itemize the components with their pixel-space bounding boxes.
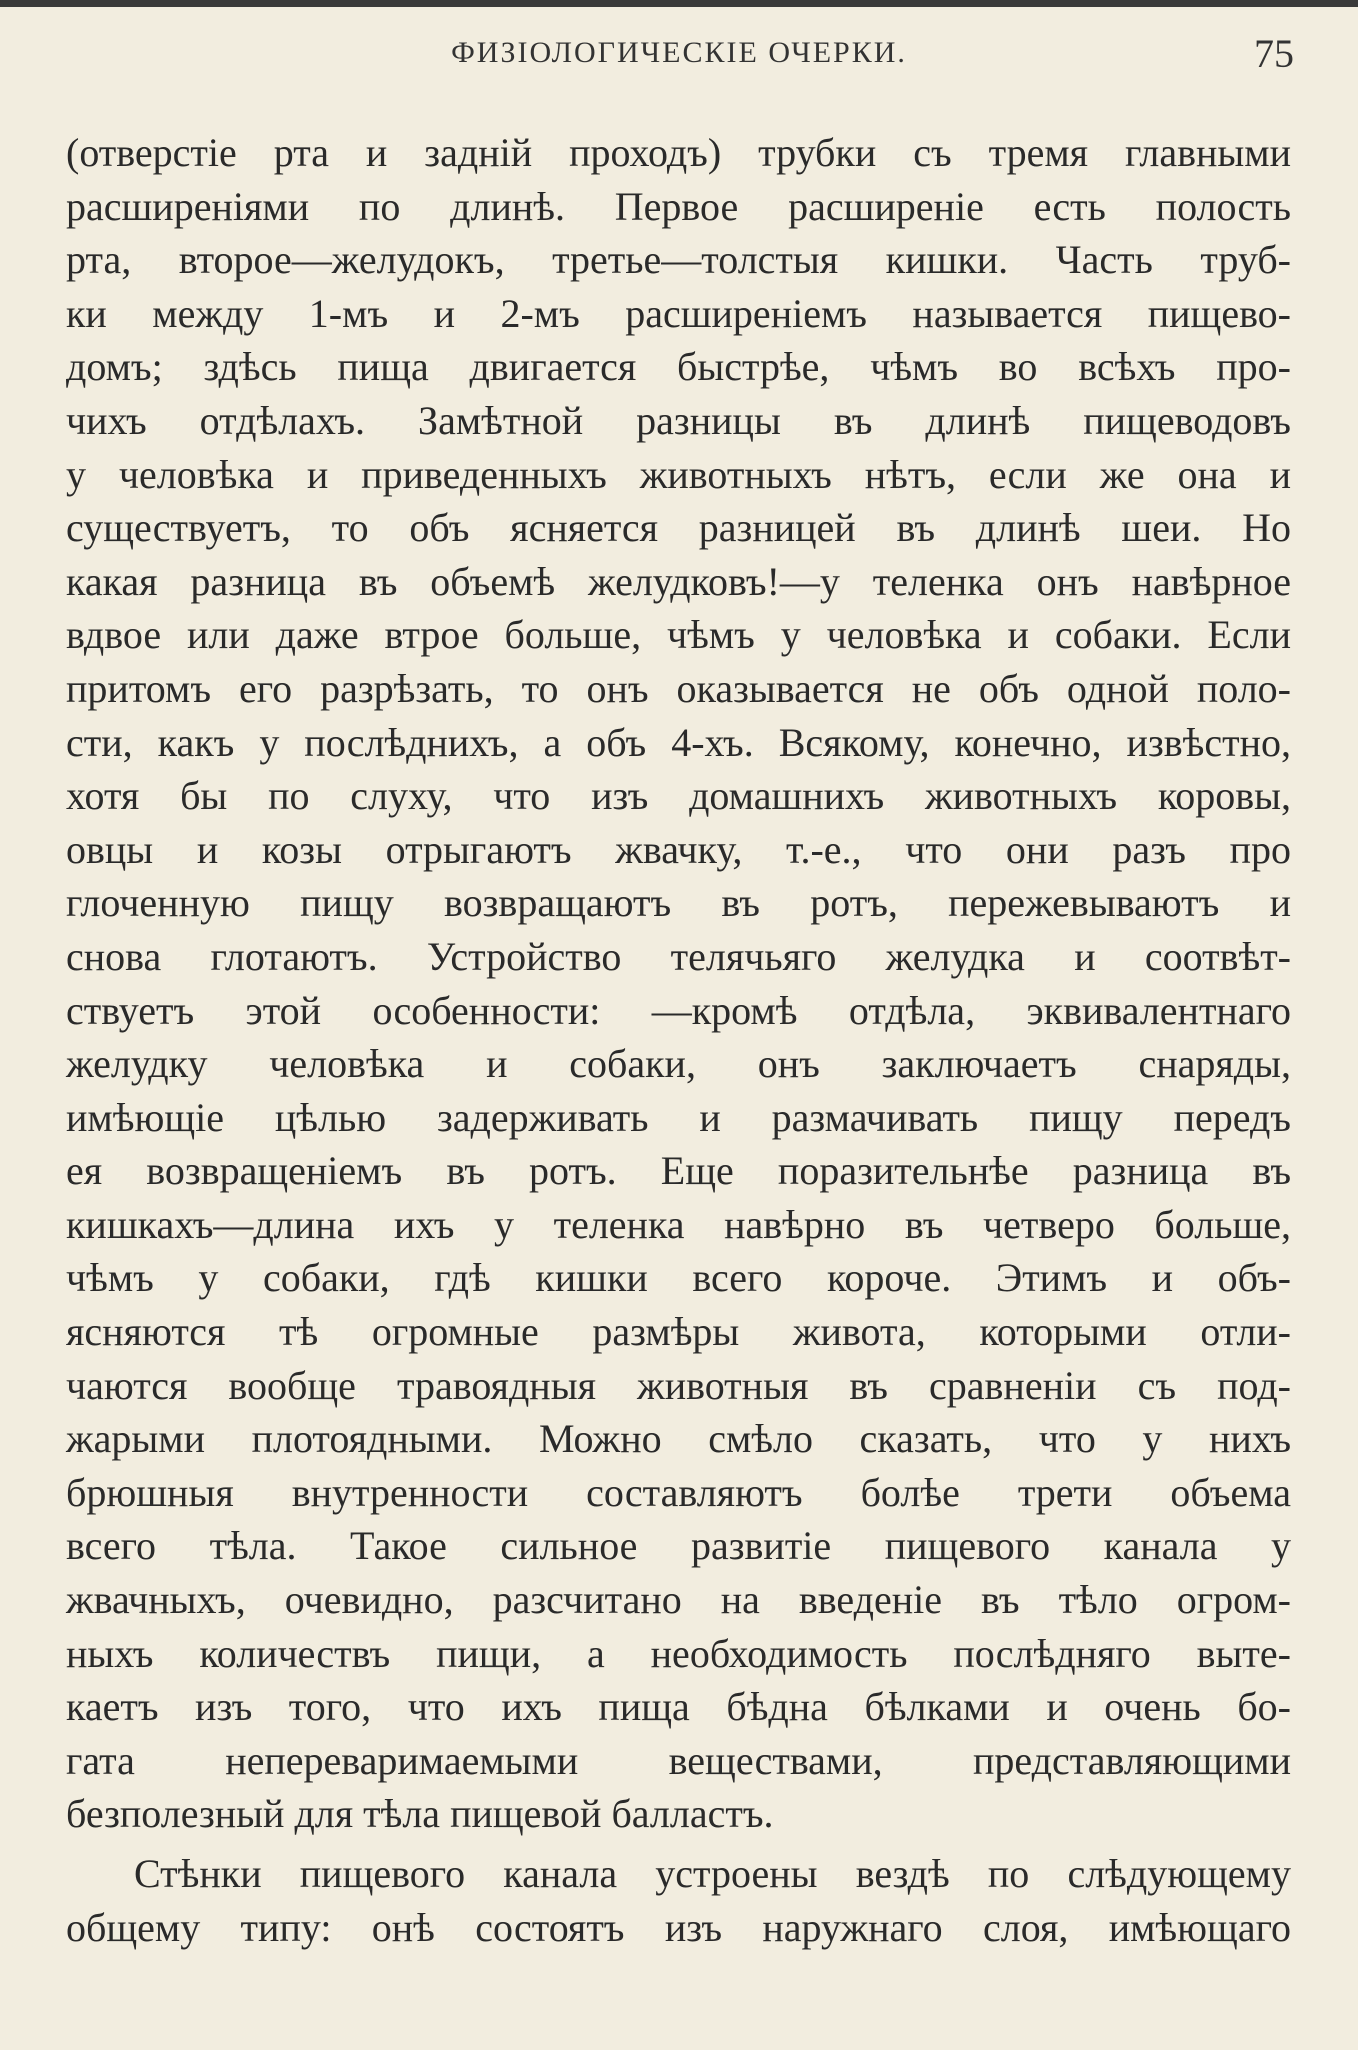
text-line: жвачныхъ, очевидно, разсчитано на введеніе въ тѣло огром- (66, 1577, 1291, 1623)
text-line: ствуетъ этой особенности: —кромѣ отдѣла, эквивалентнаго (66, 987, 1291, 1033)
text-line: (отверстіе рта и задній проходъ) трубки съ тремя главными (66, 130, 1291, 175)
text-line: жарыми плотоядными. Можно смѣло сказать, что у нихъ (66, 1416, 1291, 1462)
text-line: ки между 1-мъ и 2-мъ расширеніемъ называется пищево- (66, 290, 1291, 336)
text-line: глоченную пищу возвращаютъ въ ротъ, пережевываютъ и (66, 880, 1291, 926)
text-line: желудку человѣка и собаки, онъ заключаетъ снаряды, (66, 1041, 1291, 1087)
text-line: домъ; здѣсь пища двигается быстрѣе, чѣмъ во всѣхъ про- (66, 344, 1291, 390)
text-line: существуетъ, то объ ясняется разницей въ длинѣ шеи. Но (66, 505, 1291, 551)
text-line: ея возвращеніемъ въ ротъ. Еще поразительнѣе разница въ (66, 1148, 1291, 1194)
text-line: сти, какъ у послѣднихъ, а объ 4-хъ. Всякому, конечно, извѣстно, (66, 719, 1291, 765)
text-line: снова глотаютъ. Устройство телячьяго желудка и соотвѣт- (66, 933, 1291, 979)
text-line: гата непереваримаемыми веществами, представляющими (66, 1737, 1291, 1783)
text-line: чѣмъ у собаки, гдѣ кишки всего короче. Этимъ и объ- (66, 1255, 1291, 1301)
text-line: рта, второе—желудокъ, третье—толстыя кишки. Часть труб- (66, 237, 1291, 283)
text-line: кишкахъ—длина ихъ у теленка навѣрно въ четверо больше, (66, 1201, 1291, 1247)
text-line: овцы и козы отрыгаютъ жвачку, т.-е., что они разъ про (66, 826, 1291, 872)
text-line: ясняются тѣ огромные размѣры живота, которыми отли- (66, 1309, 1291, 1355)
page-header (0, 30, 1358, 80)
text-line: притомъ его разрѣзать, то онъ оказывается не объ одной поло- (66, 665, 1291, 711)
paragraph-1 (66, 126, 1291, 1841)
text-line: имѣющіе цѣлью задерживать и размачивать пищу передъ (66, 1094, 1291, 1140)
running-title: ФИЗІОЛОГИЧЕСКІЕ ОЧЕРКИ. (451, 36, 907, 69)
top-rule (0, 0, 1358, 7)
page-number: 75 (1254, 31, 1294, 76)
text-line: брюшныя внутренности составляютъ болѣе трети объема (66, 1469, 1291, 1515)
text-line: какая разница въ объемѣ желудковъ!—у теленка онъ навѣрное (66, 558, 1291, 604)
text-line: хотя бы по слуху, что изъ домашнихъ животныхъ коровы, (66, 773, 1291, 819)
body-text (66, 126, 1291, 1954)
text-line: чаются вообще травоядныя животныя въ сравненіи съ под- (66, 1362, 1291, 1408)
text-line: чихъ отдѣлахъ. Замѣтной разницы въ длинѣ пищеводовъ (66, 397, 1291, 443)
text-line: вдвое или даже втрое больше, чѣмъ у человѣка и собаки. Если (66, 612, 1291, 658)
text-line: расширеніями по длинѣ. Первое расширеніе есть полость (66, 183, 1291, 229)
text-line: у человѣка и приведенныхъ животныхъ нѣтъ, если же она и (66, 451, 1291, 497)
text-line: ныхъ количествъ пищи, а необходимость послѣдняго выте- (66, 1630, 1291, 1676)
text-line: каетъ изъ того, что ихъ пища бѣдна бѣлками и очень бо- (66, 1684, 1291, 1730)
text-line: безполезный для тѣла пищевой балластъ. (66, 1791, 774, 1837)
text-line: общему типу: онѣ состоятъ изъ наружнаго слоя, имѣющаго (66, 1904, 1291, 1950)
text-line: Стѣнки пищевого канала устроены вездѣ по слѣдующему (134, 1851, 1291, 1896)
paragraph-2 (66, 1847, 1291, 1954)
text-line: всего тѣла. Такое сильное развитіе пищевого канала у (66, 1523, 1291, 1569)
